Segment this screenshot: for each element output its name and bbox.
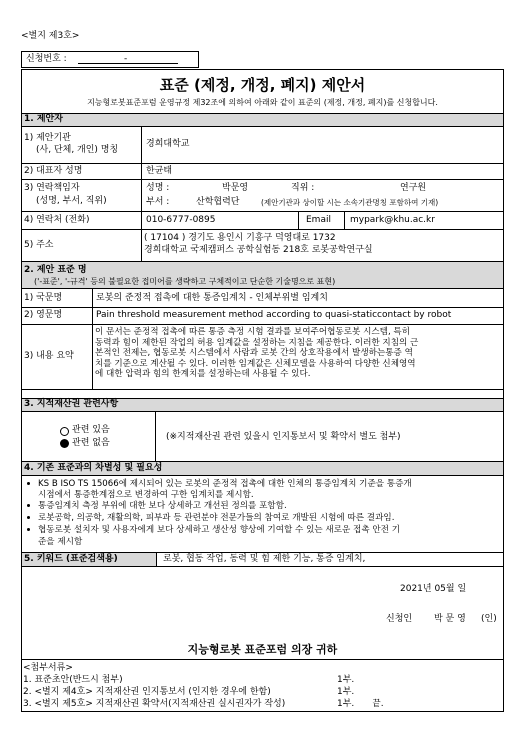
list-item: 협동로봇 설치자 및 사용자에게 보다 상세하고 생산성 향상에 기여할 수 있는 새로운 접촉 안전 기 (38, 525, 401, 535)
address-line-2[interactable]: 경희대학교 국제캠퍼스 공학실험동 218호 로봇공학연구실 (144, 245, 373, 255)
dept-label: 부서 : (146, 197, 170, 207)
en-name-label: 2) 영문명 (24, 310, 63, 320)
contact-label-sub: (성명, 부서, 직위) (36, 196, 107, 206)
name-value[interactable]: 박문영 (222, 183, 249, 193)
attachment-count: 1부. (337, 675, 355, 685)
org-value[interactable]: 경희대학교 (146, 139, 190, 149)
ip-not-related-label: 관련 없음 (72, 438, 110, 448)
summary-line: 동력과 힘이 제한된 작업의 허용 임계값을 설정하는 지침을 제공한다. 이러한 지침의 근 (95, 337, 419, 348)
bullet-icon (27, 482, 30, 485)
attachment-item: 1. 표준초안(반드시 첨부) (23, 675, 123, 685)
attachments-heading: <첨부서류> (23, 663, 73, 673)
applicant-label: 신청인 (386, 614, 413, 624)
attachment-end-mark: 끝. (372, 699, 384, 709)
request-number-value[interactable]: - (124, 54, 128, 64)
section-4-heading: 4. 기존 표준과의 차별성 및 필요성 (24, 463, 163, 473)
section-3-heading: 3. 지적재산권 관련사항 (24, 399, 119, 409)
request-number-label: 신청번호 : (26, 54, 67, 64)
rep-label: 2) 대표자 성명 (24, 166, 83, 176)
dept-value[interactable]: 산학협력단 (196, 197, 240, 207)
org-label-sub: (사, 단체, 개인) 명칭 (36, 145, 119, 155)
bullet-icon (27, 516, 30, 519)
list-item: 준을 제시함 (38, 537, 83, 547)
section-2-note: ('-표준', '-규격' 등의 불필요한 접미어를 생략하고 구체적이고 단순한 기술명으로 표현) (34, 277, 336, 286)
bullet-icon (27, 504, 30, 507)
summary-line: 치를 기준으로 계산될 수 있다. 이러한 임계값은 신체모델을 사용하여 다양한 신체영역 (95, 358, 416, 369)
en-name-value[interactable]: Pain threshold measurement method according to quasi-staticcontact by robot (96, 310, 452, 320)
request-number-box (21, 51, 199, 68)
list-item: 통증임계치 측정 부위에 대한 보다 상세하고 개선된 정의를 포함함. (38, 501, 287, 511)
keywords-value[interactable]: 로봇, 협동 작업, 동력 및 힘 제한 기능, 통증 임계치, (163, 554, 366, 564)
address-line-1[interactable]: ( 17104 ) 경기도 용인시 기흥구 덕영대로 1732 (144, 233, 336, 243)
address-label: 5) 주소 (24, 240, 54, 250)
bullet-icon (27, 528, 30, 531)
phone-label: 4) 연락처 (전화) (24, 215, 90, 225)
ip-related-label: 관련 있음 (72, 425, 110, 435)
contact-label: 3) 연락책임자 (24, 183, 80, 193)
position-label: 직위 : (291, 183, 315, 193)
rep-value[interactable]: 한균태 (146, 166, 173, 176)
ip-not-related-radio[interactable] (60, 439, 69, 448)
section-1-header (22, 113, 503, 126)
attachment-item: 3. <별지 제5호> 지적재산권 확약서(지적재산권 실시권자가 작성) (23, 699, 286, 709)
position-value[interactable]: 연구원 (400, 183, 427, 193)
dept-note: (제안기관과 상이할 시는 소속기관명칭 포함하여 기재) (261, 198, 439, 207)
attachment-item: 2. <별지 제4호> 지적재산권 인지통보서 (인지한 경우에 한함) (23, 687, 271, 697)
summary-line: 이 문서는 준정적 접촉에 따른 통증 측정 시험 결과를 보여주어협동로봇 시스템, 특히 (95, 327, 411, 337)
request-number-underline (78, 63, 178, 64)
ip-note: (※지적재산권 관련 있을시 인지통보서 및 확약서 별도 첨부) (166, 432, 401, 442)
list-item: 시점에서 통증한계점으로 변경하여 구한 임계치를 제시함. (38, 490, 254, 500)
email-value[interactable]: mypark@khu.ac.kr (350, 215, 435, 225)
summary-line: 본적인 전제는, 협동로봇 시스템에서 사람과 로봇 간의 상호작용에서 발생하는통증 역 (95, 348, 413, 359)
page-subtitle: 지능형로봇표준포럼 운영규정 제32조에 의하여 아래와 같이 표준의 (제정, 개정, 폐지)를 신청합니다. (87, 98, 438, 107)
phone-value[interactable]: 010-6777-0895 (146, 215, 216, 225)
summary-line: 에 대한 압력과 힘의 한계치를 설정하는데 사용될 수 있다. (95, 369, 311, 380)
kr-name-value[interactable]: 로봇의 준정적 접촉에 대한 통증임계치 - 인체부위별 임계치 (96, 293, 328, 303)
section-2-heading: 2. 제안 표준 명 (24, 265, 87, 275)
section-1-heading: 1. 제안자 (24, 114, 63, 124)
attachment-count: 1부. (337, 699, 355, 709)
name-label: 성명 : (146, 183, 170, 193)
submission-date[interactable]: 2021년 05월 일 (400, 584, 467, 594)
summary-label: 3) 내용 요약 (24, 351, 74, 361)
proposal-form (21, 69, 504, 712)
recipient: 지능형로봇 표준포럼 의장 귀하 (187, 643, 338, 656)
page-title: 표준 (제정, 개정, 폐지) 제안서 (159, 76, 366, 94)
section-5-heading: 5. 키워드 (표준검색용) (24, 554, 118, 564)
seal-mark: (인) (481, 614, 497, 624)
list-item: KS B ISO TS 15066에 제시되어 있는 로봇의 준정적 접촉에 대한 인체의 통증임계치 기준을 통증개 (38, 479, 412, 489)
summary-text[interactable] (95, 327, 501, 380)
ip-related-radio[interactable] (60, 427, 69, 436)
kr-name-label: 1) 국문명 (24, 293, 63, 303)
applicant-name[interactable]: 박 문 영 (434, 614, 466, 624)
list-item: 로봇공학, 의공학, 재활의학, 피부과 등 관련분야 전문가들의 참여로 개발된 시험에 따른 결과임. (38, 513, 395, 523)
email-label: Email (306, 215, 331, 225)
org-label: 1) 제안기관 (24, 133, 71, 143)
attachment-count: 1부. (337, 687, 355, 697)
form-number: <별지 제3호> (21, 31, 80, 41)
